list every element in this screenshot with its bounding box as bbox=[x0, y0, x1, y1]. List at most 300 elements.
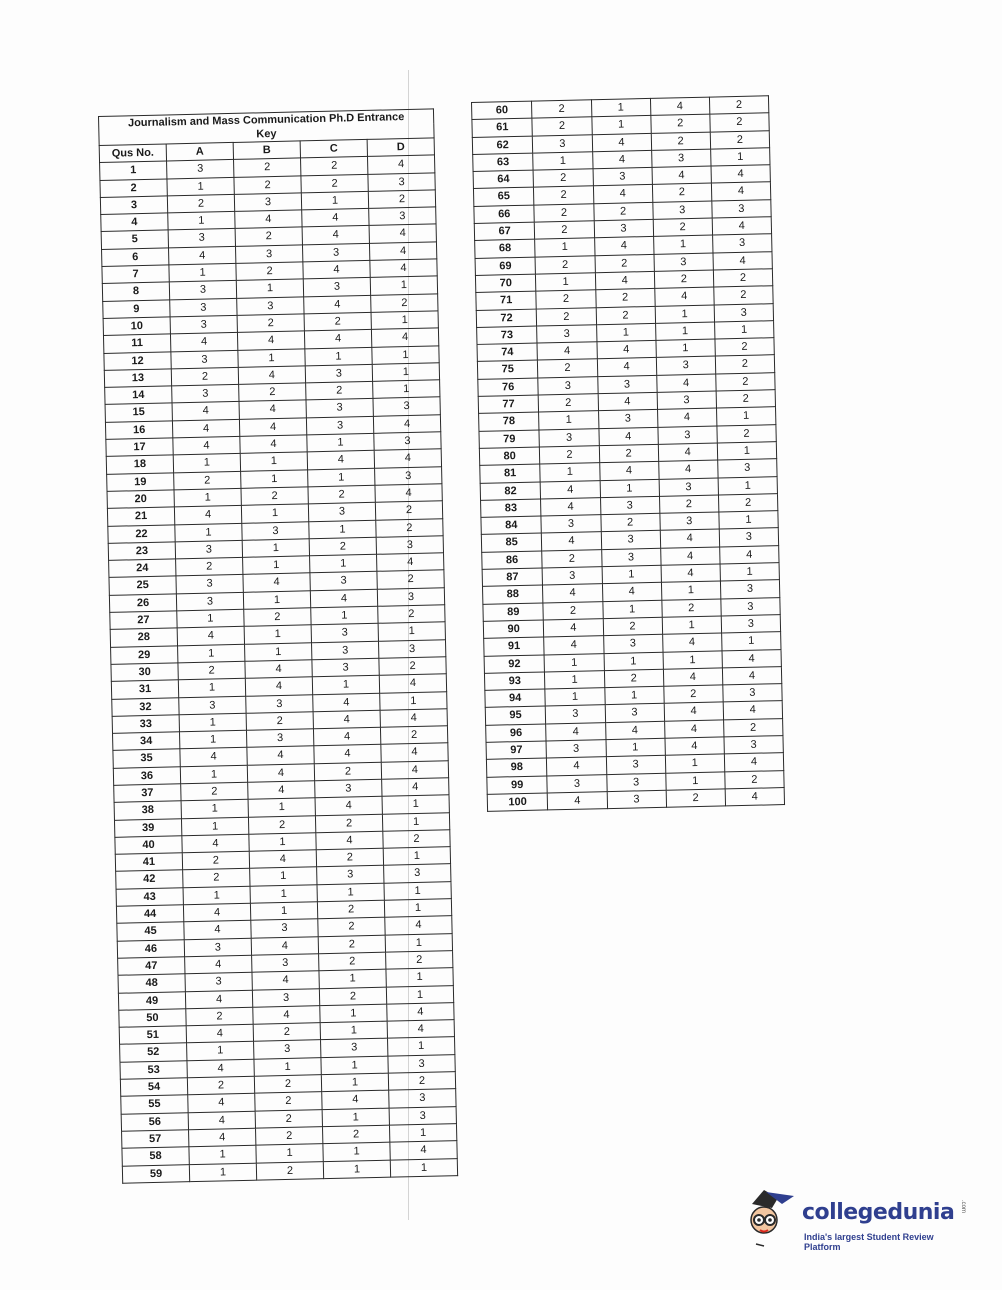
question-number-cell: 2 bbox=[100, 179, 167, 198]
option-d-cell: 1 bbox=[384, 881, 451, 900]
option-c-cell: 3 bbox=[321, 1039, 388, 1058]
option-d-cell: 4 bbox=[711, 165, 771, 184]
question-number-cell: 57 bbox=[122, 1130, 189, 1149]
option-d-cell: 3 bbox=[714, 303, 774, 322]
option-b-cell: 4 bbox=[239, 400, 306, 419]
option-a-cell: 2 bbox=[532, 117, 592, 136]
option-a-cell: 3 bbox=[539, 428, 599, 447]
question-number-cell: 4 bbox=[101, 213, 168, 232]
option-d-cell: 4 bbox=[387, 1003, 454, 1022]
option-d-cell: 3 bbox=[375, 466, 442, 485]
option-b-cell: 4 bbox=[595, 271, 655, 290]
question-number-cell: 6 bbox=[102, 248, 169, 267]
option-d-cell: 3 bbox=[724, 736, 784, 755]
answer-key-table-right bbox=[471, 95, 785, 812]
option-a-cell: 1 bbox=[189, 1145, 256, 1164]
option-c-cell: 1 bbox=[323, 1160, 390, 1179]
option-b-cell: 4 bbox=[598, 427, 658, 446]
option-c-cell: 4 bbox=[302, 226, 369, 245]
option-a-cell: 2 bbox=[540, 446, 600, 465]
option-d-cell: 4 bbox=[380, 709, 447, 728]
option-a-cell: 4 bbox=[174, 506, 241, 525]
question-number-cell: 82 bbox=[480, 482, 541, 501]
option-b-cell: 2 bbox=[595, 289, 655, 308]
option-b-cell: 4 bbox=[237, 331, 304, 350]
option-b-cell: 1 bbox=[243, 591, 310, 610]
option-a-cell: 3 bbox=[179, 696, 246, 715]
question-number-cell: 22 bbox=[108, 524, 175, 543]
option-b-cell: 4 bbox=[239, 418, 306, 437]
option-a-cell: 4 bbox=[183, 903, 250, 922]
option-a-cell: 2 bbox=[535, 255, 595, 274]
option-c-cell: 4 bbox=[303, 260, 370, 279]
option-d-cell: 4 bbox=[369, 242, 436, 261]
option-b-cell: 4 bbox=[249, 850, 316, 869]
question-number-cell: 1 bbox=[100, 161, 167, 180]
option-a-cell: 1 bbox=[181, 817, 248, 836]
option-c-cell: 1 bbox=[321, 1073, 388, 1092]
option-c-cell: 1 bbox=[310, 554, 377, 573]
option-d-cell: 3 bbox=[720, 580, 780, 599]
option-a-cell: 4 bbox=[189, 1128, 256, 1147]
option-b-cell: 4 bbox=[235, 210, 302, 229]
option-d-cell: 2 bbox=[368, 190, 435, 209]
option-d-cell: 1 bbox=[382, 812, 449, 831]
option-b-cell: 4 bbox=[599, 462, 659, 481]
option-a-cell: 4 bbox=[169, 246, 236, 265]
option-c-cell: 3 bbox=[660, 512, 720, 531]
option-d-cell: 1 bbox=[718, 476, 778, 495]
option-b-cell: 2 bbox=[255, 1109, 322, 1128]
question-number-cell: 78 bbox=[479, 412, 540, 431]
question-number-cell: 44 bbox=[116, 905, 183, 924]
option-c-cell: 4 bbox=[658, 443, 718, 462]
question-number-cell: 21 bbox=[107, 507, 174, 526]
option-a-cell: 1 bbox=[169, 263, 236, 282]
option-b-cell: 4 bbox=[251, 936, 318, 955]
option-c-cell: 1 bbox=[309, 520, 376, 539]
option-a-cell: 4 bbox=[187, 1059, 254, 1078]
question-number-cell: 28 bbox=[110, 628, 177, 647]
option-a-cell: 4 bbox=[172, 419, 239, 438]
option-a-cell: 2 bbox=[181, 782, 248, 801]
option-b-cell: 3 bbox=[605, 704, 665, 723]
option-c-cell: 1 bbox=[319, 969, 386, 988]
option-c-cell: 1 bbox=[320, 1004, 387, 1023]
question-number-cell: 37 bbox=[114, 784, 181, 803]
option-b-cell: 2 bbox=[595, 254, 655, 273]
option-d-cell: 1 bbox=[710, 148, 770, 167]
option-c-cell: 3 bbox=[656, 356, 716, 375]
option-b-cell: 3 bbox=[235, 245, 302, 264]
option-a-cell: 2 bbox=[532, 100, 592, 119]
option-a-cell: 2 bbox=[174, 471, 241, 490]
option-b-cell: 1 bbox=[236, 279, 303, 298]
option-c-cell: 4 bbox=[654, 287, 714, 306]
option-a-cell: 4 bbox=[547, 757, 607, 776]
question-number-cell: 69 bbox=[475, 257, 536, 276]
option-a-cell: 2 bbox=[176, 557, 243, 576]
option-b-cell: 2 bbox=[604, 669, 664, 688]
option-b-cell: 4 bbox=[594, 237, 654, 256]
header-a: A bbox=[166, 142, 233, 161]
document-subtitle: Key bbox=[99, 123, 434, 145]
option-b-cell: 2 bbox=[599, 444, 659, 463]
option-b-cell: 1 bbox=[250, 902, 317, 921]
option-d-cell: 1 bbox=[386, 985, 453, 1004]
option-a-cell: 1 bbox=[177, 609, 244, 628]
question-number-cell: 14 bbox=[105, 386, 172, 405]
option-d-cell: 1 bbox=[371, 311, 438, 330]
option-a-cell: 3 bbox=[537, 325, 597, 344]
option-a-cell: 2 bbox=[182, 851, 249, 870]
option-d-cell: 1 bbox=[389, 1124, 456, 1143]
option-c-cell: 1 bbox=[655, 322, 715, 341]
option-c-cell: 2 bbox=[652, 184, 712, 203]
option-b-cell: 3 bbox=[254, 1040, 321, 1059]
option-c-cell: 1 bbox=[312, 675, 379, 694]
question-number-cell: 97 bbox=[486, 741, 547, 760]
option-a-cell: 2 bbox=[167, 194, 234, 213]
option-b-cell: 1 bbox=[240, 452, 307, 471]
option-c-cell: 4 bbox=[662, 633, 722, 652]
answer-rows-left bbox=[100, 155, 458, 1183]
option-d-cell: 4 bbox=[367, 155, 434, 174]
option-d-cell: 1 bbox=[372, 345, 439, 364]
header-d: D bbox=[367, 138, 434, 157]
option-a-cell: 4 bbox=[188, 1094, 255, 1113]
option-d-cell: 3 bbox=[721, 597, 781, 616]
option-d-cell: 2 bbox=[376, 518, 443, 537]
option-a-cell: 1 bbox=[536, 273, 596, 292]
option-a-cell: 1 bbox=[167, 177, 234, 196]
question-number-cell: 40 bbox=[115, 836, 182, 855]
question-number-cell: 52 bbox=[120, 1043, 187, 1062]
option-c-cell: 4 bbox=[658, 460, 718, 479]
question-number-cell: 11 bbox=[103, 334, 170, 353]
option-d-cell: 2 bbox=[717, 424, 777, 443]
question-number-cell: 83 bbox=[481, 499, 542, 518]
option-b-cell: 1 bbox=[602, 565, 662, 584]
option-c-cell: 3 bbox=[312, 658, 379, 677]
option-a-cell: 1 bbox=[179, 730, 246, 749]
option-a-cell: 3 bbox=[170, 315, 237, 334]
option-b-cell: 1 bbox=[604, 652, 664, 671]
option-d-cell: 1 bbox=[386, 968, 453, 987]
option-b-cell: 2 bbox=[239, 383, 306, 402]
option-a-cell: 3 bbox=[175, 540, 242, 559]
option-b-cell: 2 bbox=[236, 262, 303, 281]
option-c-cell: 1 bbox=[663, 650, 723, 669]
option-d-cell: 3 bbox=[718, 459, 778, 478]
option-c-cell: 3 bbox=[305, 364, 372, 383]
option-a-cell: 3 bbox=[172, 385, 239, 404]
option-c-cell: 4 bbox=[316, 831, 383, 850]
option-a-cell: 3 bbox=[185, 972, 252, 991]
option-a-cell: 3 bbox=[171, 350, 238, 369]
option-a-cell: 4 bbox=[170, 333, 237, 352]
option-c-cell: 4 bbox=[314, 745, 381, 764]
option-d-cell: 3 bbox=[721, 615, 781, 634]
option-a-cell: 2 bbox=[534, 186, 594, 205]
question-number-cell: 81 bbox=[480, 464, 541, 483]
option-a-cell: 2 bbox=[186, 1007, 253, 1026]
option-b-cell: 3 bbox=[598, 410, 658, 429]
answer-rows-right bbox=[472, 96, 785, 812]
option-b-cell: 4 bbox=[238, 366, 305, 385]
question-number-cell: 53 bbox=[120, 1060, 187, 1079]
option-b-cell: 1 bbox=[600, 479, 660, 498]
option-a-cell: 2 bbox=[178, 661, 245, 680]
option-d-cell: 1 bbox=[384, 899, 451, 918]
option-b-cell: 1 bbox=[250, 867, 317, 886]
question-number-cell: 23 bbox=[108, 542, 175, 561]
option-c-cell: 2 bbox=[322, 1125, 389, 1144]
option-a-cell: 1 bbox=[187, 1042, 254, 1061]
question-number-cell: 85 bbox=[481, 533, 542, 552]
question-number-cell: 86 bbox=[482, 551, 543, 570]
option-c-cell: 2 bbox=[659, 495, 719, 514]
option-a-cell: 2 bbox=[538, 359, 598, 378]
option-b-cell: 3 bbox=[606, 756, 666, 775]
option-d-cell: 3 bbox=[389, 1089, 456, 1108]
option-d-cell: 4 bbox=[369, 224, 436, 243]
option-b-cell: 4 bbox=[605, 721, 665, 740]
option-c-cell: 4 bbox=[304, 330, 371, 349]
question-number-cell: 90 bbox=[483, 620, 544, 639]
option-c-cell: 1 bbox=[308, 468, 375, 487]
option-b-cell: 2 bbox=[237, 314, 304, 333]
option-c-cell: 4 bbox=[313, 710, 380, 729]
option-d-cell: 3 bbox=[377, 587, 444, 606]
option-b-cell: 2 bbox=[256, 1161, 323, 1180]
option-a-cell: 1 bbox=[179, 713, 246, 732]
question-number-cell: 95 bbox=[485, 706, 546, 725]
option-a-cell: 4 bbox=[541, 480, 601, 499]
option-b-cell: 1 bbox=[241, 504, 308, 523]
option-a-cell: 3 bbox=[167, 160, 234, 179]
option-a-cell: 4 bbox=[177, 627, 244, 646]
option-a-cell: 3 bbox=[176, 592, 243, 611]
option-c-cell: 2 bbox=[319, 987, 386, 1006]
question-number-cell: 30 bbox=[111, 663, 178, 682]
option-d-cell: 3 bbox=[384, 864, 451, 883]
option-a-cell: 1 bbox=[178, 644, 245, 663]
option-a-cell: 2 bbox=[187, 1076, 254, 1095]
question-number-cell: 20 bbox=[107, 490, 174, 509]
option-d-cell: 2 bbox=[723, 718, 783, 737]
option-a-cell: 3 bbox=[169, 281, 236, 300]
option-b-cell: 4 bbox=[252, 971, 319, 990]
option-b-cell: 1 bbox=[248, 798, 315, 817]
question-number-cell: 47 bbox=[118, 957, 185, 976]
option-d-cell: 1 bbox=[380, 691, 447, 710]
option-c-cell: 1 bbox=[322, 1108, 389, 1127]
option-d-cell: 3 bbox=[373, 397, 440, 416]
option-d-cell: 4 bbox=[382, 778, 449, 797]
option-b-cell: 1 bbox=[596, 323, 656, 342]
option-c-cell: 1 bbox=[311, 606, 378, 625]
option-a-cell: 1 bbox=[533, 152, 593, 171]
question-number-cell: 16 bbox=[105, 421, 172, 440]
option-d-cell: 4 bbox=[724, 753, 784, 772]
option-c-cell: 2 bbox=[654, 270, 714, 289]
option-d-cell: 3 bbox=[712, 234, 772, 253]
option-c-cell: 2 bbox=[306, 381, 373, 400]
question-number-cell: 64 bbox=[473, 170, 534, 189]
option-a-cell: 2 bbox=[539, 394, 599, 413]
option-c-cell: 2 bbox=[317, 900, 384, 919]
answer-key-sheet-left bbox=[98, 108, 458, 1183]
answer-key-table-left bbox=[98, 108, 458, 1183]
option-b-cell: 3 bbox=[242, 521, 309, 540]
option-b-cell: 1 bbox=[243, 556, 310, 575]
option-c-cell: 3 bbox=[310, 572, 377, 591]
option-c-cell: 3 bbox=[303, 278, 370, 297]
option-a-cell: 1 bbox=[183, 886, 250, 905]
option-a-cell: 4 bbox=[188, 1111, 255, 1130]
header-c: C bbox=[300, 139, 367, 158]
option-c-cell: 1 bbox=[321, 1056, 388, 1075]
option-c-cell: 3 bbox=[317, 866, 384, 885]
question-number-cell: 54 bbox=[120, 1078, 187, 1097]
option-d-cell: 2 bbox=[388, 1072, 455, 1091]
option-d-cell: 4 bbox=[371, 328, 438, 347]
question-number-cell: 36 bbox=[113, 766, 180, 785]
option-c-cell: 3 bbox=[654, 253, 714, 272]
option-c-cell: 4 bbox=[661, 564, 721, 583]
option-c-cell: 4 bbox=[657, 408, 717, 427]
option-b-cell: 4 bbox=[247, 763, 314, 782]
option-b-cell: 4 bbox=[593, 185, 653, 204]
question-number-cell: 49 bbox=[118, 991, 185, 1010]
option-d-cell: 2 bbox=[379, 657, 446, 676]
option-d-cell: 2 bbox=[371, 294, 438, 313]
option-c-cell: 2 bbox=[314, 762, 381, 781]
answer-key-sheet-right bbox=[471, 95, 785, 812]
option-b-cell: 1 bbox=[604, 686, 664, 705]
option-b-cell: 2 bbox=[235, 227, 302, 246]
question-number-cell: 89 bbox=[483, 603, 544, 622]
option-d-cell: 3 bbox=[378, 639, 445, 658]
option-d-cell: 3 bbox=[389, 1106, 456, 1125]
option-d-cell: 3 bbox=[374, 432, 441, 451]
question-number-cell: 51 bbox=[119, 1026, 186, 1045]
option-d-cell: 3 bbox=[376, 536, 443, 555]
option-a-cell: 2 bbox=[543, 601, 603, 620]
option-d-cell: 2 bbox=[716, 372, 776, 391]
question-number-cell: 63 bbox=[473, 153, 534, 172]
option-d-cell: 3 bbox=[723, 684, 783, 703]
option-b-cell: 2 bbox=[234, 158, 301, 177]
option-d-cell: 4 bbox=[712, 217, 772, 236]
question-number-cell: 80 bbox=[479, 447, 540, 466]
option-d-cell: 1 bbox=[370, 276, 437, 295]
option-d-cell: 1 bbox=[373, 380, 440, 399]
question-number-cell: 96 bbox=[486, 724, 547, 743]
header-b: B bbox=[233, 141, 300, 160]
option-a-cell: 2 bbox=[537, 307, 597, 326]
option-d-cell: 1 bbox=[383, 847, 450, 866]
option-d-cell: 2 bbox=[725, 770, 785, 789]
option-c-cell: 2 bbox=[304, 312, 371, 331]
question-number-cell: 32 bbox=[112, 697, 179, 716]
option-d-cell: 3 bbox=[388, 1054, 455, 1073]
question-number-cell: 9 bbox=[103, 300, 170, 319]
option-c-cell: 4 bbox=[665, 737, 725, 756]
option-a-cell: 1 bbox=[189, 1163, 256, 1182]
option-a-cell: 4 bbox=[544, 619, 604, 638]
option-d-cell: 1 bbox=[378, 622, 445, 641]
option-b-cell: 2 bbox=[254, 1075, 321, 1094]
logo-tagline: India's largest Student Review Platform bbox=[804, 1232, 934, 1252]
option-b-cell: 4 bbox=[248, 781, 315, 800]
option-c-cell: 3 bbox=[308, 503, 375, 522]
option-d-cell: 2 bbox=[380, 726, 447, 745]
question-number-cell: 48 bbox=[118, 974, 185, 993]
option-b-cell: 4 bbox=[598, 392, 658, 411]
option-c-cell: 3 bbox=[659, 478, 719, 497]
option-a-cell: 2 bbox=[534, 204, 594, 223]
option-c-cell: 3 bbox=[658, 426, 718, 445]
question-number-cell: 94 bbox=[485, 689, 546, 708]
question-number-cell: 8 bbox=[102, 282, 169, 301]
question-number-cell: 62 bbox=[472, 136, 533, 155]
option-a-cell: 4 bbox=[544, 636, 604, 655]
question-number-cell: 45 bbox=[117, 922, 184, 941]
option-d-cell: 3 bbox=[719, 528, 779, 547]
option-b-cell: 2 bbox=[234, 176, 301, 195]
option-d-cell: 4 bbox=[381, 743, 448, 762]
question-number-cell: 58 bbox=[122, 1147, 189, 1166]
option-d-cell: 2 bbox=[709, 96, 769, 115]
question-number-cell: 38 bbox=[114, 801, 181, 820]
option-d-cell: 1 bbox=[714, 321, 774, 340]
option-c-cell: 4 bbox=[660, 529, 720, 548]
option-d-cell: 1 bbox=[719, 511, 779, 530]
question-number-cell: 7 bbox=[102, 265, 169, 284]
option-c-cell: 4 bbox=[650, 97, 710, 116]
question-number-cell: 17 bbox=[106, 438, 173, 457]
option-d-cell: 4 bbox=[722, 666, 782, 685]
option-b-cell: 1 bbox=[250, 884, 317, 903]
option-a-cell: 1 bbox=[535, 238, 595, 257]
collegedunia-logo bbox=[742, 1186, 972, 1256]
option-d-cell: 4 bbox=[373, 415, 440, 434]
option-a-cell: 4 bbox=[184, 921, 251, 940]
option-a-cell: 3 bbox=[533, 134, 593, 153]
option-b-cell: 1 bbox=[591, 98, 651, 117]
question-number-cell: 42 bbox=[116, 870, 183, 889]
option-d-cell: 3 bbox=[369, 207, 436, 226]
option-b-cell: 1 bbox=[245, 642, 312, 661]
option-d-cell: 4 bbox=[370, 259, 437, 278]
option-b-cell: 1 bbox=[244, 625, 311, 644]
option-a-cell: 4 bbox=[185, 955, 252, 974]
option-d-cell: 2 bbox=[377, 570, 444, 589]
option-d-cell: 4 bbox=[377, 553, 444, 572]
option-b-cell: 4 bbox=[592, 133, 652, 152]
option-c-cell: 4 bbox=[302, 209, 369, 228]
option-d-cell: 4 bbox=[374, 449, 441, 468]
question-number-cell: 65 bbox=[473, 188, 534, 207]
question-number-cell: 33 bbox=[112, 715, 179, 734]
question-number-cell: 61 bbox=[472, 118, 533, 137]
option-b-cell: 2 bbox=[253, 1023, 320, 1042]
option-a-cell: 2 bbox=[535, 221, 595, 240]
option-d-cell: 3 bbox=[712, 200, 772, 219]
option-b-cell: 2 bbox=[244, 608, 311, 627]
